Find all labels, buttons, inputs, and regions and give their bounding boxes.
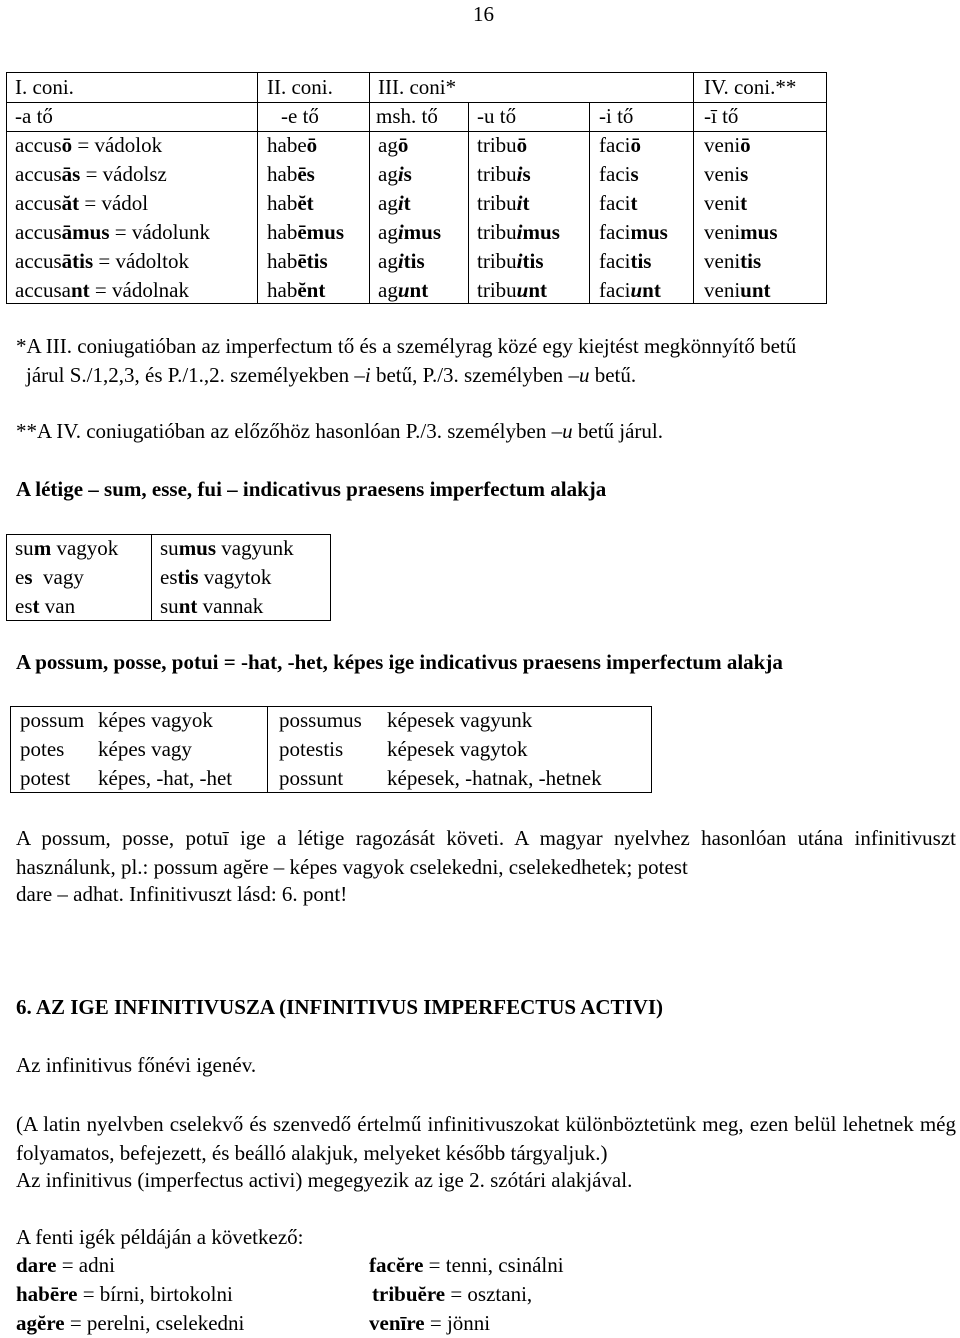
possum-right-meaning: képesek vagytok	[387, 737, 528, 761]
possum-left-meaning: képes vagyok	[98, 708, 213, 732]
note-1-line-2: járul S./1,2,3, és P./1.,2. személyekben –i betű, P./3. személyben –u betű.	[26, 363, 637, 387]
conj-cell-col-2: habēs	[267, 162, 315, 186]
conj-cell-col-4: tribuimus	[477, 220, 560, 244]
conj-cell-col-3: agunt	[378, 278, 429, 302]
conj-cell-col-6: venit	[704, 191, 748, 215]
conj-cell-col-1: accusātis = vádoltok	[15, 249, 189, 273]
example-right: venīre = jönni	[369, 1311, 491, 1335]
conj-cell-col-6: veniō	[704, 133, 751, 157]
possum-right-meaning: képesek, -hatnak, -hetnek	[387, 766, 602, 790]
conj-cell-col-1: accusāmus = vádolunk	[15, 220, 210, 244]
sum-left-row: est van	[15, 594, 76, 618]
note-2: **A IV. coniugatióban az előzőhöz hasonlóan P./3. személyben –u betű járul.	[16, 419, 663, 443]
sum-table	[6, 534, 331, 621]
header-coni-4: IV. coni.**	[704, 75, 797, 99]
header-coni-2: II. coni.	[267, 75, 333, 99]
example-right: tribuĕre = osztani,	[372, 1282, 533, 1306]
possum-right-form: potestis	[279, 737, 344, 761]
conj-cell-col-3: agō	[378, 133, 409, 157]
conj-cell-col-2: habĕt	[267, 191, 314, 215]
table-row	[7, 160, 826, 189]
stem-long-i: -ī tő	[704, 104, 739, 128]
conj-cell-col-2: habĕnt	[267, 278, 326, 302]
sum-left-row: es vagy	[15, 565, 84, 589]
conj-cell-col-1: accusăt = vádol	[15, 191, 149, 215]
example-right: facĕre = tenni, csinálni	[369, 1253, 564, 1277]
conj-cell-col-5: facis	[599, 162, 639, 186]
conj-cell-col-2: habeō	[267, 133, 318, 157]
sum-heading: A létige – sum, esse, fui – indicativus praesens imperfectum alakja	[16, 477, 607, 501]
section-6-p3: Az infinitivus (imperfectus activi) megegyezik az ige 2. szótári alakjával.	[16, 1168, 633, 1192]
table-row	[7, 218, 826, 247]
conj-cell-col-6: veniunt	[704, 278, 771, 302]
possum-left-form: possum	[20, 708, 85, 732]
possum-table	[10, 706, 652, 793]
conj-cell-col-3: agis	[378, 162, 412, 186]
possum-left-meaning: képes, -hat, -het	[98, 766, 233, 790]
possum-right-meaning: képesek vagyunk	[387, 708, 533, 732]
section-6-heading: 6. AZ IGE INFINITIVUSZA (INFINITIVUS IMPERFECTUS ACTIVI)	[16, 995, 664, 1019]
conj-cell-col-1: accusās = vádolsz	[15, 162, 167, 186]
conj-cell-col-6: venitis	[704, 249, 762, 273]
possum-left-meaning: képes vagy	[98, 737, 192, 761]
conj-cell-col-4: tribuis	[477, 162, 531, 186]
possum-heading: A possum, posse, potui = -hat, -het, képes ige indicativus praesens imperfectum alakja	[16, 650, 783, 674]
sum-right-row: estis vagytok	[160, 565, 272, 589]
conj-cell-col-3: agit	[378, 191, 411, 215]
conj-cell-col-5: facitis	[599, 249, 652, 273]
conj-cell-col-5: facit	[599, 191, 638, 215]
table-row	[7, 276, 826, 305]
possum-right-form: possumus	[279, 708, 362, 732]
table-header-row	[7, 73, 826, 102]
conj-cell-col-3: agitis	[378, 249, 425, 273]
table-stem-row	[7, 102, 826, 131]
conj-cell-col-4: tribuunt	[477, 278, 548, 302]
conj-cell-col-5: faciō	[599, 133, 641, 157]
possum-paragraph-end: dare – adhat. Infinitivuszt lásd: 6. pont!	[16, 882, 348, 906]
table-row	[7, 131, 826, 160]
possum-left-form: potest	[20, 766, 71, 790]
conj-cell-col-1: accusō = vádolok	[15, 133, 163, 157]
stem-i: -i tő	[599, 104, 634, 128]
possum-paragraph: A possum, posse, potuī ige a létige ragozását követi. A magyar nyelvhez hasonlóan utána infinitivuszt használunk, pl.: possum agĕre – képes vagyok cselekedni, cselekedhetek; potest	[16, 826, 956, 879]
conj-cell-col-1: accusant = vádolnak	[15, 278, 189, 302]
conj-cell-col-3: agimus	[378, 220, 442, 244]
possum-right-form: possunt	[279, 766, 344, 790]
note-1-line-1: *A III. coniugatióban az imperfectum tő és a személyrag közé egy kiejtést megkönnyítő betű	[16, 334, 797, 358]
conj-cell-col-5: facimus	[599, 220, 668, 244]
stem-a: -a tő	[15, 104, 53, 128]
table-row	[7, 189, 826, 218]
conj-cell-col-2: habēmus	[267, 220, 344, 244]
conj-cell-col-5: faciunt	[599, 278, 661, 302]
page-number: 16	[473, 2, 494, 26]
header-coni-3: III. coni*	[378, 75, 457, 99]
possum-left-form: potes	[20, 737, 65, 761]
conjugation-table	[6, 72, 827, 304]
header-coni-1: I. coni.	[15, 75, 74, 99]
example-left: agĕre = perelni, cselekedni	[16, 1311, 245, 1335]
section-6-p1: Az infinitivus főnévi igenév.	[16, 1053, 257, 1077]
table-row	[7, 247, 826, 276]
section-6-p2: (A latin nyelvben cselekvő és szenvedő értelmű infinitivuszokat különböztetünk meg, ezen belül lehetnek még folyamatos, befejezett, és beálló alakjuk, melyeket később tárgyaljuk.)	[16, 1112, 956, 1165]
sum-right-row: sumus vagyunk	[160, 536, 294, 560]
section-6-p4: A fenti igék példáján a következő:	[16, 1225, 304, 1249]
conj-cell-col-6: venimus	[704, 220, 778, 244]
conj-cell-col-6: venis	[704, 162, 749, 186]
stem-msh: msh. tő	[376, 104, 438, 128]
conj-cell-col-4: tribuitis	[477, 249, 544, 273]
conj-cell-col-4: tribuit	[477, 191, 530, 215]
conj-cell-col-4: tribuō	[477, 133, 528, 157]
stem-e: -e tő	[281, 104, 319, 128]
sum-right-row: sunt vannak	[160, 594, 264, 618]
stem-u: -u tő	[477, 104, 517, 128]
example-left: habēre = bírni, birtokolni	[16, 1282, 233, 1306]
conj-cell-col-2: habētis	[267, 249, 328, 273]
sum-left-row: sum vagyok	[15, 536, 119, 560]
example-left: dare = adni	[16, 1253, 115, 1277]
